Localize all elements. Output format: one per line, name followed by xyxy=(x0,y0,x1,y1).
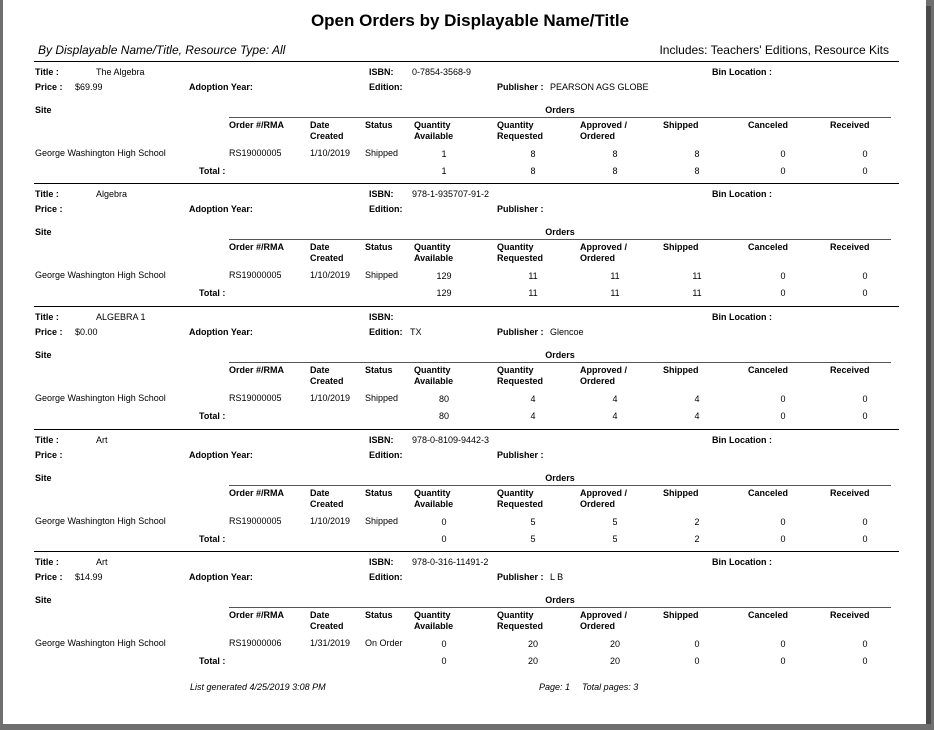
orders-label: Orders xyxy=(545,595,575,605)
col-approved-header: Approved / xyxy=(580,488,628,498)
publisher-label: Publisher : xyxy=(497,327,544,337)
row-shipped: 0 xyxy=(694,639,700,649)
col-date-header-line2: Created xyxy=(310,376,344,386)
col-approved-header: Approved / xyxy=(580,610,628,620)
row-canceled: 0 xyxy=(780,149,786,159)
orders-label: Orders xyxy=(545,227,575,237)
isbn-label: ISBN: xyxy=(369,557,394,567)
isbn-value: 978-0-316-11491-2 xyxy=(412,557,489,567)
col-approved-header: Approved / xyxy=(580,242,628,252)
orders-underline xyxy=(229,239,891,240)
row-canceled: 0 xyxy=(780,517,786,527)
col-date-header: Date xyxy=(310,242,330,252)
col-received-header: Received xyxy=(830,610,870,620)
total-received: 0 xyxy=(862,288,868,298)
col-status-header: Status xyxy=(365,365,393,375)
row-qreq: 20 xyxy=(527,639,538,649)
orders-label: Orders xyxy=(545,350,575,360)
row-order-number: RS19000005 xyxy=(229,516,282,526)
col-date-header-line2: Created xyxy=(310,499,344,509)
row-status: Shipped xyxy=(365,148,399,158)
publisher-label: Publisher : xyxy=(497,204,544,214)
order-group xyxy=(3,305,926,427)
group-divider xyxy=(34,551,899,552)
total-qreq: 5 xyxy=(530,534,536,544)
row-qavail: 0 xyxy=(441,517,447,527)
col-canceled-header: Canceled xyxy=(748,488,789,498)
total-label: Total : xyxy=(199,534,226,544)
order-group xyxy=(3,182,926,304)
isbn-label: ISBN: xyxy=(369,312,394,322)
publisher-value: L B xyxy=(550,572,564,582)
row-qreq: 4 xyxy=(530,394,536,404)
col-approved-header-line2: Ordered xyxy=(580,621,616,631)
col-qreq-header: Quantity xyxy=(497,242,534,252)
col-date-header: Date xyxy=(310,488,330,498)
edition-label: Edition: xyxy=(369,572,403,582)
orders-underline xyxy=(229,117,891,118)
row-canceled: 0 xyxy=(780,394,786,404)
col-qavail-header: Quantity xyxy=(414,120,451,130)
col-date-header: Date xyxy=(310,610,330,620)
orders-underline xyxy=(229,362,891,363)
col-canceled-header: Canceled xyxy=(748,610,789,620)
total-qavail: 0 xyxy=(441,656,447,666)
col-canceled-header: Canceled xyxy=(748,365,789,375)
group-divider xyxy=(34,183,899,184)
total-approved: 11 xyxy=(610,288,620,298)
adoption-year-label: Adoption Year: xyxy=(189,327,253,337)
orders-underline xyxy=(229,607,891,608)
col-order-header: Order #/RMA xyxy=(229,488,285,498)
row-date-created: 1/10/2019 xyxy=(310,270,351,280)
row-canceled: 0 xyxy=(780,639,786,649)
col-received-header: Received xyxy=(830,120,870,130)
group-divider xyxy=(34,429,899,430)
row-status: On Order xyxy=(365,638,403,648)
footer-page: Page: 1 xyxy=(539,682,571,692)
title-value: The Algebra xyxy=(96,67,145,77)
row-approved: 8 xyxy=(612,149,618,159)
col-qreq-header: Quantity xyxy=(497,365,534,375)
total-qavail: 1 xyxy=(441,166,447,176)
edition-label: Edition: xyxy=(369,327,403,337)
orders-label: Orders xyxy=(545,473,575,483)
row-site: George Washington High School xyxy=(35,516,166,526)
orders-underline xyxy=(229,485,891,486)
order-group xyxy=(3,550,926,672)
total-qreq: 11 xyxy=(528,288,538,298)
row-canceled: 0 xyxy=(780,271,786,281)
title-label: Title : xyxy=(35,67,59,77)
row-status: Shipped xyxy=(365,270,399,280)
col-date-header-line2: Created xyxy=(310,253,344,263)
col-qreq-header: Quantity xyxy=(497,120,534,130)
row-received: 0 xyxy=(862,271,868,281)
total-canceled: 0 xyxy=(780,166,786,176)
col-date-header-line2: Created xyxy=(310,621,344,631)
price-label: Price : xyxy=(35,327,63,337)
col-order-header: Order #/RMA xyxy=(229,365,285,375)
col-shipped-header: Shipped xyxy=(663,488,699,498)
total-received: 0 xyxy=(862,166,868,176)
total-approved: 20 xyxy=(609,656,620,666)
col-qavail-header-line2: Available xyxy=(414,376,454,386)
col-date-header: Date xyxy=(310,120,330,130)
col-date-header-line2: Created xyxy=(310,131,344,141)
col-shipped-header: Shipped xyxy=(663,120,699,130)
bin-location-label: Bin Location : xyxy=(712,435,772,445)
col-approved-header: Approved / xyxy=(580,365,628,375)
title-label: Title : xyxy=(35,312,59,322)
report-subtitle: By Displayable Name/Title, Resource Type: All xyxy=(38,43,286,57)
price-label: Price : xyxy=(35,450,63,460)
total-canceled: 0 xyxy=(780,411,786,421)
site-label: Site xyxy=(35,350,52,360)
row-qreq: 5 xyxy=(530,517,536,527)
col-received-header: Received xyxy=(830,365,870,375)
row-order-number: RS19000005 xyxy=(229,270,282,280)
col-qavail-header-line2: Available xyxy=(414,621,454,631)
edition-label: Edition: xyxy=(369,82,403,92)
col-qreq-header-line2: Requested xyxy=(497,253,544,263)
col-canceled-header: Canceled xyxy=(748,120,789,130)
row-approved: 4 xyxy=(612,394,618,404)
title-label: Title : xyxy=(35,557,59,567)
row-shipped: 8 xyxy=(694,149,700,159)
bin-location-label: Bin Location : xyxy=(712,557,772,567)
row-qavail: 80 xyxy=(438,394,449,404)
col-approved-header-line2: Ordered xyxy=(580,131,616,141)
total-approved: 8 xyxy=(612,166,618,176)
total-label: Total : xyxy=(199,166,226,176)
report-includes: Includes: Teachers' Editions, Resource Kits xyxy=(659,43,889,57)
edition-label: Edition: xyxy=(369,204,403,214)
isbn-value: 0-7854-3568-9 xyxy=(412,67,472,77)
order-group xyxy=(3,428,926,550)
col-canceled-header: Canceled xyxy=(748,242,789,252)
isbn-value: 978-0-8109-9442-3 xyxy=(412,435,490,445)
total-shipped: 8 xyxy=(694,166,700,176)
col-qavail-header: Quantity xyxy=(414,242,451,252)
price-value: $0.00 xyxy=(75,327,98,337)
edition-label: Edition: xyxy=(369,450,403,460)
total-qreq: 4 xyxy=(530,411,536,421)
row-site: George Washington High School xyxy=(35,638,166,648)
bin-location-label: Bin Location : xyxy=(712,67,772,77)
col-shipped-header: Shipped xyxy=(663,365,699,375)
isbn-label: ISBN: xyxy=(369,435,394,445)
col-order-header: Order #/RMA xyxy=(229,242,285,252)
row-received: 0 xyxy=(862,639,868,649)
col-qreq-header-line2: Requested xyxy=(497,131,544,141)
group-divider xyxy=(34,306,899,307)
col-status-header: Status xyxy=(365,242,393,252)
row-approved: 11 xyxy=(610,271,620,281)
total-canceled: 0 xyxy=(780,288,786,298)
row-received: 0 xyxy=(862,149,868,159)
col-order-header: Order #/RMA xyxy=(229,120,285,130)
col-qreq-header-line2: Requested xyxy=(497,499,544,509)
total-received: 0 xyxy=(862,656,868,666)
bin-location-label: Bin Location : xyxy=(712,189,772,199)
row-order-number: RS19000006 xyxy=(229,638,282,648)
row-qavail: 1 xyxy=(441,149,447,159)
row-site: George Washington High School xyxy=(35,393,166,403)
row-date-created: 1/31/2019 xyxy=(310,638,351,648)
col-qavail-header-line2: Available xyxy=(414,499,454,509)
col-approved-header-line2: Ordered xyxy=(580,376,616,386)
price-label: Price : xyxy=(35,82,63,92)
row-approved: 20 xyxy=(609,639,620,649)
total-qreq: 8 xyxy=(530,166,536,176)
row-qavail: 129 xyxy=(436,271,452,281)
col-shipped-header: Shipped xyxy=(663,610,699,620)
title-value: Art xyxy=(96,435,108,445)
page-shadow xyxy=(926,6,931,724)
adoption-year-label: Adoption Year: xyxy=(189,204,253,214)
col-approved-header: Approved / xyxy=(580,120,628,130)
col-approved-header-line2: Ordered xyxy=(580,253,616,263)
price-value: $69.99 xyxy=(75,82,103,92)
total-label: Total : xyxy=(199,656,226,666)
total-approved: 4 xyxy=(612,411,618,421)
row-approved: 5 xyxy=(612,517,618,527)
footer-generated: List generated 4/25/2019 3:08 PM xyxy=(190,682,326,692)
total-shipped: 4 xyxy=(694,411,700,421)
col-order-header: Order #/RMA xyxy=(229,610,285,620)
row-date-created: 1/10/2019 xyxy=(310,148,351,158)
title-value: ALGEBRA 1 xyxy=(96,312,146,322)
orders-label: Orders xyxy=(545,105,575,115)
edition-value: TX xyxy=(410,327,422,337)
total-label: Total : xyxy=(199,288,226,298)
total-shipped: 11 xyxy=(692,288,702,298)
col-shipped-header: Shipped xyxy=(663,242,699,252)
total-approved: 5 xyxy=(612,534,618,544)
total-received: 0 xyxy=(862,534,868,544)
total-canceled: 0 xyxy=(780,534,786,544)
col-qavail-header-line2: Available xyxy=(414,131,454,141)
row-order-number: RS19000005 xyxy=(229,393,282,403)
isbn-value: 978-1-935707-91-2 xyxy=(412,189,490,199)
total-canceled: 0 xyxy=(780,656,786,666)
group-divider xyxy=(34,61,899,62)
publisher-label: Publisher : xyxy=(497,82,544,92)
row-shipped: 11 xyxy=(692,271,702,281)
publisher-label: Publisher : xyxy=(497,572,544,582)
publisher-value: Glencoe xyxy=(550,327,584,337)
total-qavail: 129 xyxy=(436,288,452,298)
col-received-header: Received xyxy=(830,488,870,498)
report-page xyxy=(3,0,926,724)
row-date-created: 1/10/2019 xyxy=(310,516,351,526)
row-qreq: 11 xyxy=(528,271,538,281)
site-label: Site xyxy=(35,595,52,605)
row-date-created: 1/10/2019 xyxy=(310,393,351,403)
col-qavail-header: Quantity xyxy=(414,365,451,375)
col-status-header: Status xyxy=(365,610,393,620)
site-label: Site xyxy=(35,227,52,237)
col-qavail-header: Quantity xyxy=(414,488,451,498)
site-label: Site xyxy=(35,105,52,115)
publisher-value: PEARSON AGS GLOBE xyxy=(550,82,649,92)
row-qreq: 8 xyxy=(530,149,536,159)
row-status: Shipped xyxy=(365,516,399,526)
adoption-year-label: Adoption Year: xyxy=(189,450,253,460)
col-received-header: Received xyxy=(830,242,870,252)
price-label: Price : xyxy=(35,572,63,582)
col-status-header: Status xyxy=(365,120,393,130)
report-title: Open Orders by Displayable Name/Title xyxy=(310,11,630,30)
price-value: $14.99 xyxy=(75,572,103,582)
title-label: Title : xyxy=(35,435,59,445)
row-order-number: RS19000005 xyxy=(229,148,282,158)
col-status-header: Status xyxy=(365,488,393,498)
row-received: 0 xyxy=(862,517,868,527)
row-qavail: 0 xyxy=(441,639,447,649)
total-shipped: 2 xyxy=(694,534,700,544)
order-group xyxy=(3,60,926,182)
site-label: Site xyxy=(35,473,52,483)
row-site: George Washington High School xyxy=(35,148,166,158)
col-qavail-header: Quantity xyxy=(414,610,451,620)
col-approved-header-line2: Ordered xyxy=(580,499,616,509)
col-qavail-header-line2: Available xyxy=(414,253,454,263)
total-qavail: 0 xyxy=(441,534,447,544)
row-received: 0 xyxy=(862,394,868,404)
row-site: George Washington High School xyxy=(35,270,166,280)
title-value: Art xyxy=(96,557,108,567)
col-qreq-header: Quantity xyxy=(497,610,534,620)
col-date-header: Date xyxy=(310,365,330,375)
col-qreq-header: Quantity xyxy=(497,488,534,498)
title-label: Title : xyxy=(35,189,59,199)
row-shipped: 4 xyxy=(694,394,700,404)
price-label: Price : xyxy=(35,204,63,214)
adoption-year-label: Adoption Year: xyxy=(189,572,253,582)
col-qreq-header-line2: Requested xyxy=(497,621,544,631)
row-shipped: 2 xyxy=(694,517,700,527)
total-qavail: 80 xyxy=(438,411,449,421)
adoption-year-label: Adoption Year: xyxy=(189,82,253,92)
total-shipped: 0 xyxy=(694,656,700,666)
publisher-label: Publisher : xyxy=(497,450,544,460)
footer-total-pages: Total pages: 3 xyxy=(582,682,639,692)
isbn-label: ISBN: xyxy=(369,189,394,199)
isbn-label: ISBN: xyxy=(369,67,394,77)
row-status: Shipped xyxy=(365,393,399,403)
col-qreq-header-line2: Requested xyxy=(497,376,544,386)
total-received: 0 xyxy=(862,411,868,421)
total-label: Total : xyxy=(199,411,226,421)
total-qreq: 20 xyxy=(527,656,538,666)
bin-location-label: Bin Location : xyxy=(712,312,772,322)
title-value: Algebra xyxy=(96,189,128,199)
